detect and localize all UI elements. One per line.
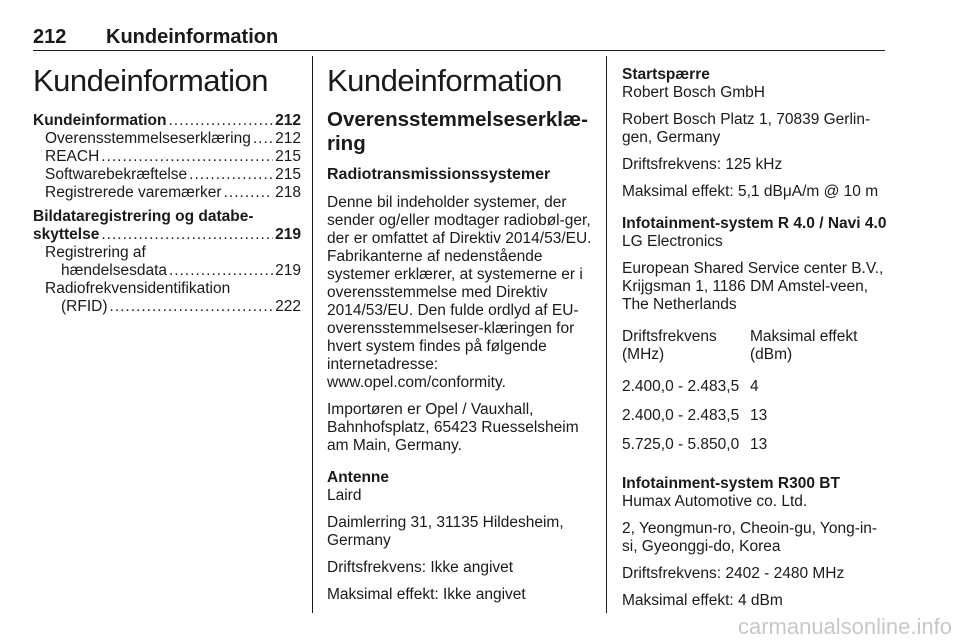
toc-leader — [101, 226, 273, 244]
toc-leader — [101, 148, 273, 166]
infotainment2-frequency: Driftsfrekvens: 2402 - 2480 MHz — [622, 565, 845, 582]
toc-leader — [189, 166, 273, 184]
page-number: 212 — [33, 26, 67, 48]
antenne-power: Maksimal effekt: Ikke angivet — [327, 586, 526, 603]
table-cell: 2.400,0 - 2.483,5 — [622, 378, 740, 395]
infotainment2-power: Maksimal effekt: 4 dBm — [622, 592, 783, 609]
toc-label: Registrerede varemærker — [45, 184, 222, 201]
toc-label: Overensstemmelseserklæring — [45, 130, 251, 147]
toc-page: 215 — [275, 166, 301, 183]
startspaerre-maker: Robert Bosch GmbH — [622, 84, 765, 101]
table-cell: 4 — [750, 378, 759, 395]
toc-entry[interactable] — [33, 262, 301, 280]
table-cell: 13 — [750, 407, 768, 424]
infotainment1-maker: LG Electronics — [622, 233, 723, 250]
toc-label: REACH — [45, 148, 100, 165]
antenne-address: Daimlerring 31, 31135 Hildesheim, Germany — [327, 514, 564, 549]
header-rule — [33, 50, 885, 51]
toc-page: 219 — [275, 226, 301, 243]
toc-entry[interactable] — [33, 226, 301, 244]
watermark: carmanualsonline.info — [737, 614, 952, 639]
toc-entry[interactable] — [33, 184, 301, 202]
toc-entry[interactable] — [33, 166, 301, 184]
infotainment2-address: 2, Yeongmun-ro, Cheoin-gu, Yong-in-si, Gyeonggi-do, Korea — [622, 520, 878, 555]
toc-label: hændelsesdata — [61, 262, 167, 279]
running-header — [33, 26, 278, 49]
toc-page: 222 — [275, 298, 301, 315]
antenne-maker: Laird — [327, 487, 362, 504]
content-column-2 — [327, 62, 593, 613]
toc-label: Softwarebekræftelse — [45, 166, 188, 183]
toc-leader — [110, 298, 274, 316]
toc-entry[interactable] — [33, 130, 301, 148]
toc-entry[interactable] — [33, 298, 301, 316]
toc-page: 212 — [275, 130, 301, 147]
startspaerre-heading: Startspærre — [622, 66, 710, 83]
intro-paragraph: Denne bil indeholder systemer, der sender og/eller modtager radiobøl-ger, der er omfattet af Direktiv 2014/53/EU. Fabrikanterne af nedenstående systemer erklærer, at systemerne er i overensstemmelse med Direktiv 2014/53/EU. Den fulde ordlyd af EU-overensstemmelseser-klæringen for hvert system findes på følgende internetadresse: www.opel.com/conformity. — [327, 194, 592, 391]
toc-label: skyttelse — [33, 226, 100, 243]
infotainment1-address: European Shared Service center B.V., Krijgsman 1, 1186 DM Amstel-veen, The Netherlands — [622, 260, 884, 313]
toc-page: 219 — [275, 262, 301, 279]
antenne-heading: Antenne — [327, 469, 389, 486]
table-cell: 2.400,0 - 2.483,5 — [622, 407, 740, 424]
content-column-3 — [622, 66, 887, 619]
toc-leader — [224, 184, 274, 202]
toc-page: 215 — [275, 148, 301, 165]
toc-page: 218 — [275, 184, 301, 201]
toc-leader — [253, 130, 273, 148]
table-cell: 13 — [750, 436, 768, 453]
table-header: Driftsfrekvens (MHz) — [622, 328, 717, 363]
toc-label-line: Bildataregistrering og databe- — [33, 208, 254, 225]
frequency-table — [622, 328, 887, 465]
table-header: Maksimal effekt (dBm) — [750, 328, 858, 363]
toc-label: Kundeinformation — [33, 112, 167, 129]
startspaerre-address: Robert Bosch Platz 1, 70839 Gerlin-gen, Germany — [622, 111, 871, 146]
infotainment2-heading: Infotainment-system R300 BT — [622, 475, 840, 492]
importer-paragraph: Importøren er Opel / Vauxhall, Bahnhofsplatz, 65423 Ruesselsheim am Main, Germany. — [327, 401, 579, 454]
toc-column — [33, 62, 301, 316]
header-title: Kundeinformation — [106, 26, 279, 48]
toc-entry[interactable] — [33, 148, 301, 166]
subsection-title: Radiotransmissionssystemer — [327, 166, 551, 183]
column-divider-1 — [312, 56, 313, 613]
toc-label-line: Registrering af — [45, 244, 146, 261]
toc-leader — [169, 262, 273, 280]
antenne-frequency: Driftsfrekvens: Ikke angivet — [327, 559, 514, 576]
toc-label: (RFID) — [61, 298, 108, 315]
chapter-title: Kundeinformation — [327, 63, 562, 98]
infotainment1-heading: Infotainment-system R 4.0 / Navi 4.0 — [622, 215, 887, 232]
column-divider-2 — [606, 56, 607, 613]
toc-leader — [168, 112, 273, 130]
toc-entry[interactable] — [33, 112, 301, 130]
toc-page: 212 — [275, 112, 301, 129]
table-cell: 5.725,0 - 5.850,0 — [622, 436, 740, 453]
startspaerre-power: Maksimal effekt: 5,1 dBμA/m @ 10 m — [622, 183, 879, 200]
startspaerre-frequency: Driftsfrekvens: 125 kHz — [622, 156, 783, 173]
section-title: Overensstemmelseserklæ-ring — [327, 108, 588, 155]
toc-label-line: Radiofrekvensidentifikation — [45, 280, 231, 297]
chapter-title: Kundeinformation — [33, 63, 268, 98]
infotainment2-maker: Humax Automotive co. Ltd. — [622, 493, 808, 510]
